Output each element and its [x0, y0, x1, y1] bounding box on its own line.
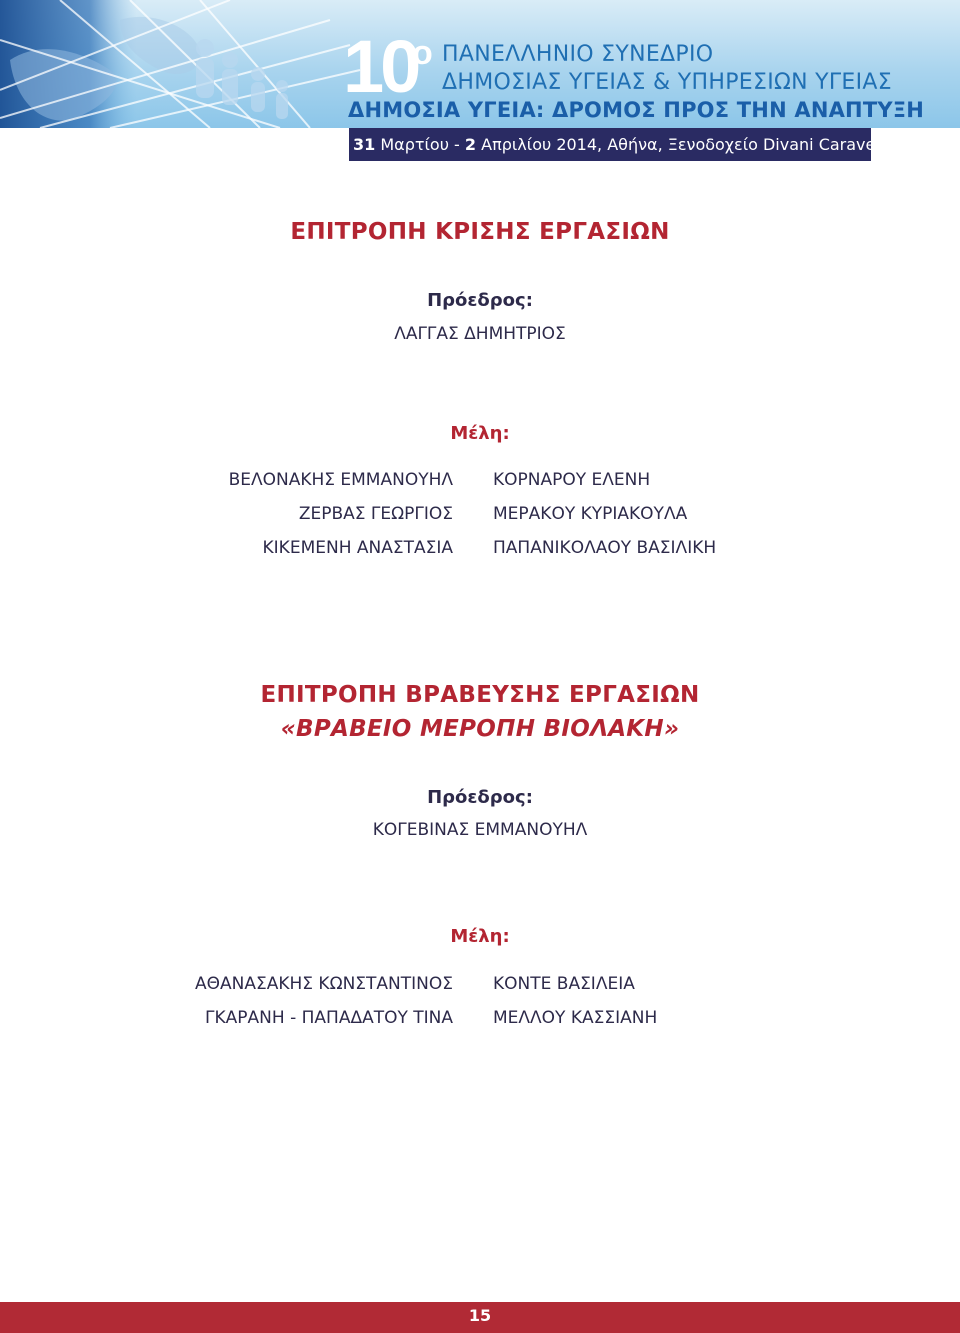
page-number: 15: [468, 1306, 492, 1325]
date-day-start: 31: [353, 135, 376, 154]
member-name: ΠΑΠΑΝΙΚΟΛΑΟΥ ΒΑΣΙΛΙΚΗ: [493, 538, 717, 558]
member-name: ΚΟΝΤΕ ΒΑΣΙΛΕΙΑ: [493, 974, 635, 994]
committee2-members-left: [195, 967, 453, 1035]
date-day-end: 2: [464, 135, 477, 154]
committee1-title: ΕΠΙΤΡΟΠΗ ΚΡΙΣΗΣ ΕΡΓΑΣΙΩΝ: [290, 219, 670, 245]
committee2-chair-name: ΚΟΓΕΒΙΝΑΣ ΕΜΜΑΝΟΥΗΛ: [372, 820, 588, 840]
committee2-title: ΕΠΙΤΡΟΠΗ ΒΡΑΒΕΥΣΗΣ ΕΡΓΑΣΙΩΝ: [260, 682, 700, 708]
committee1-members-label: Μέλη:: [450, 423, 510, 444]
date-month-start: Μαρτίου -: [380, 135, 460, 154]
committee1-members-right: [493, 463, 716, 565]
conference-banner: [0, 0, 960, 128]
date-details: Απριλίου 2014, Αθήνα, Ξενοδοχείο Divani Caravel: [481, 135, 880, 154]
member-name: ΒΕΛΟΝΑΚΗΣ ΕΜΜΑΝΟΥΗΛ: [228, 470, 453, 490]
member-name: ΜΕΛΛΟΥ ΚΑΣΣΙΑΝΗ: [493, 1008, 658, 1028]
committee2-members-right: [493, 967, 657, 1035]
committee2-chair-label: Πρόεδρος:: [427, 787, 533, 808]
conference-number: 10: [343, 25, 418, 108]
committee1-chair-label: Πρόεδρος:: [427, 290, 533, 311]
member-name: ΚΙΚΕΜΕΝΗ ΑΝΑΣΤΑΣΙΑ: [262, 538, 453, 558]
member-name: ΖΕΡΒΑΣ ΓΕΩΡΓΙΟΣ: [298, 504, 453, 524]
conference-title-line2: ΔΗΜΟΣΙΑΣ ΥΓΕΙΑΣ & ΥΠΗΡΕΣΙΩΝ ΥΓΕΙΑΣ: [442, 70, 892, 95]
committee2-subtitle: «ΒΡΑΒΕΙΟ ΜΕΡΟΠΗ ΒΙΟΛΑΚΗ»: [280, 716, 680, 742]
member-name: ΓΚΑΡΑΝΗ - ΠΑΠΑΔΑΤΟΥ ΤΙΝΑ: [205, 1008, 453, 1028]
member-name: ΑΘΑΝΑΣΑΚΗΣ ΚΩΝΣΤΑΝΤΙΝΟΣ: [195, 974, 453, 994]
conference-theme: ΔΗΜΟΣΙΑ ΥΓΕΙΑ: ΔΡΟΜΟΣ ΠΡΟΣ ΤΗΝ ΑΝΑΠΤΥΞΗ: [348, 98, 924, 122]
conference-number-superscript: o: [412, 34, 433, 72]
committee2-members-label: Μέλη:: [450, 926, 510, 947]
committee1-members-left: [229, 463, 453, 565]
member-name: ΜΕΡΑΚΟΥ ΚΥΡΙΑΚΟΥΛΑ: [493, 504, 688, 524]
committee1-chair-name: ΛΑΓΓΑΣ ΔΗΜΗΤΡΙΟΣ: [394, 324, 566, 344]
conference-title-line1: ΠΑΝΕΛΛΗΝΙΟ ΣΥΝΕΔΡΙΟ: [442, 42, 714, 67]
conference-date-bar: [349, 128, 880, 161]
member-name: ΚΟΡΝΑΡΟΥ ΕΛΕΝΗ: [493, 470, 651, 490]
